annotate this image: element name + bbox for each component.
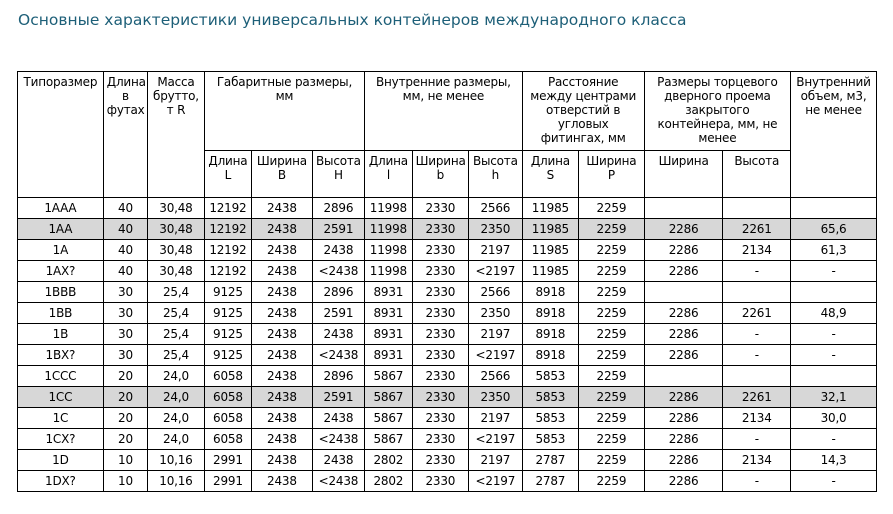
table-cell: 2286 bbox=[644, 471, 723, 492]
table-cell: 2286 bbox=[644, 240, 723, 261]
table-cell: 2350 bbox=[469, 303, 523, 324]
table-cell: 2286 bbox=[644, 345, 723, 366]
table-cell: <2197 bbox=[469, 429, 523, 450]
header-internal-height: Высота h bbox=[469, 151, 523, 198]
table-cell: 2286 bbox=[644, 261, 723, 282]
header-door-height: Высота bbox=[723, 151, 791, 198]
table-cell: 2438 bbox=[252, 387, 313, 408]
table-cell: 2259 bbox=[579, 408, 645, 429]
table-row bbox=[18, 324, 877, 345]
table-cell: 10 bbox=[103, 471, 147, 492]
table-cell: 2259 bbox=[579, 429, 645, 450]
table-cell: 30,48 bbox=[148, 198, 205, 219]
table-cell: 25,4 bbox=[148, 345, 205, 366]
table-cell: 2566 bbox=[469, 198, 523, 219]
table-cell: 2438 bbox=[252, 240, 313, 261]
table-cell: 5867 bbox=[365, 429, 412, 450]
header-overall-height: Высота H bbox=[312, 151, 365, 198]
table-cell: 11985 bbox=[522, 219, 579, 240]
table-cell: 2438 bbox=[252, 261, 313, 282]
table-cell: 10 bbox=[103, 450, 147, 471]
table-cell: 11985 bbox=[522, 261, 579, 282]
table-cell: 2286 bbox=[644, 450, 723, 471]
table-cell: 1AA bbox=[18, 219, 104, 240]
table-row bbox=[18, 366, 877, 387]
table-cell bbox=[791, 282, 877, 303]
table-row bbox=[18, 429, 877, 450]
table-cell: 2330 bbox=[412, 261, 469, 282]
table-cell: 10,16 bbox=[148, 471, 205, 492]
table-cell: 2787 bbox=[522, 450, 579, 471]
table-cell: 2259 bbox=[579, 387, 645, 408]
table-cell: 2286 bbox=[644, 303, 723, 324]
table-cell: 2330 bbox=[412, 303, 469, 324]
table-cell: - bbox=[723, 429, 791, 450]
table-cell: 2330 bbox=[412, 408, 469, 429]
table-cell: 5853 bbox=[522, 429, 579, 450]
table-cell: 2330 bbox=[412, 366, 469, 387]
header-door-opening: Размеры торцевого дверного проема закрытого контейнера, мм, не менее bbox=[644, 72, 790, 151]
table-cell: 2134 bbox=[723, 408, 791, 429]
table-cell: 2259 bbox=[579, 303, 645, 324]
table-cell bbox=[644, 282, 723, 303]
table-body bbox=[18, 198, 877, 492]
table-cell: 1D bbox=[18, 450, 104, 471]
table-row bbox=[18, 282, 877, 303]
table-cell: 8931 bbox=[365, 303, 412, 324]
table-cell: <2197 bbox=[469, 471, 523, 492]
table-cell: 2330 bbox=[412, 324, 469, 345]
table-cell: 2438 bbox=[252, 450, 313, 471]
table-cell: 20 bbox=[103, 429, 147, 450]
table-cell: 2991 bbox=[204, 450, 251, 471]
table-cell: 5853 bbox=[522, 408, 579, 429]
table-cell: 2350 bbox=[469, 387, 523, 408]
table-cell: 2259 bbox=[579, 240, 645, 261]
table-cell: 6058 bbox=[204, 366, 251, 387]
table-cell: 2259 bbox=[579, 324, 645, 345]
table-cell: 40 bbox=[103, 198, 147, 219]
table-cell: 2438 bbox=[312, 240, 365, 261]
header-internal-length: Длина l bbox=[365, 151, 412, 198]
table-cell: 2261 bbox=[723, 387, 791, 408]
table-cell bbox=[791, 198, 877, 219]
table-cell: 2438 bbox=[252, 408, 313, 429]
table-cell: 48,9 bbox=[791, 303, 877, 324]
table-cell: - bbox=[791, 261, 877, 282]
table-cell: - bbox=[723, 345, 791, 366]
table-cell: 2591 bbox=[312, 219, 365, 240]
table-cell: 2286 bbox=[644, 429, 723, 450]
table-cell: 2438 bbox=[252, 324, 313, 345]
table-cell: 1BB bbox=[18, 303, 104, 324]
table-cell: 1CX? bbox=[18, 429, 104, 450]
table-cell: 2438 bbox=[252, 471, 313, 492]
table-cell: 1A bbox=[18, 240, 104, 261]
table-cell: 2259 bbox=[579, 450, 645, 471]
table-cell bbox=[644, 366, 723, 387]
table-cell: 1AAA bbox=[18, 198, 104, 219]
table-cell: 40 bbox=[103, 261, 147, 282]
table-cell: 2991 bbox=[204, 471, 251, 492]
table-row bbox=[18, 219, 877, 240]
table-cell: <2438 bbox=[312, 261, 365, 282]
table-row bbox=[18, 303, 877, 324]
header-fitting-length: Длина S bbox=[522, 151, 579, 198]
table-cell: 40 bbox=[103, 240, 147, 261]
table-cell: 2438 bbox=[252, 198, 313, 219]
table-cell: 2566 bbox=[469, 366, 523, 387]
table-cell: 2261 bbox=[723, 303, 791, 324]
table-cell: 2438 bbox=[252, 303, 313, 324]
table-cell: 5853 bbox=[522, 366, 579, 387]
table-cell: 2286 bbox=[644, 408, 723, 429]
header-fitting-distance: Расстояние между центрами отверстий в угловых фитингах, мм bbox=[522, 72, 644, 151]
table-row bbox=[18, 261, 877, 282]
table-cell: 2330 bbox=[412, 219, 469, 240]
table-cell: 24,0 bbox=[148, 366, 205, 387]
header-volume: Внутренний объем, м3, не менее bbox=[791, 72, 877, 198]
table-cell: 8918 bbox=[522, 324, 579, 345]
table-cell: 30 bbox=[103, 324, 147, 345]
table-cell: 1BX? bbox=[18, 345, 104, 366]
table-row bbox=[18, 345, 877, 366]
table-cell: 25,4 bbox=[148, 282, 205, 303]
table-cell: 2787 bbox=[522, 471, 579, 492]
table-cell: 9125 bbox=[204, 303, 251, 324]
table-cell: 11998 bbox=[365, 261, 412, 282]
table-cell: 10,16 bbox=[148, 450, 205, 471]
table-cell: 2259 bbox=[579, 198, 645, 219]
table-cell: 2259 bbox=[579, 219, 645, 240]
header-type: Типоразмер bbox=[18, 72, 104, 198]
table-cell: 61,3 bbox=[791, 240, 877, 261]
table-cell: 40 bbox=[103, 219, 147, 240]
table-row bbox=[18, 408, 877, 429]
table-cell: 30 bbox=[103, 345, 147, 366]
table-cell bbox=[644, 198, 723, 219]
header-door-width: Ширина bbox=[644, 151, 723, 198]
table-cell bbox=[723, 198, 791, 219]
table-cell: 9125 bbox=[204, 345, 251, 366]
header-internal-width: Ширина b bbox=[412, 151, 469, 198]
header-fitting-width: Ширина P bbox=[579, 151, 645, 198]
table-row bbox=[18, 387, 877, 408]
table-cell: 2330 bbox=[412, 282, 469, 303]
table-cell: 2591 bbox=[312, 303, 365, 324]
table-cell: 32,1 bbox=[791, 387, 877, 408]
table-cell: 24,0 bbox=[148, 387, 205, 408]
table-cell: 2896 bbox=[312, 366, 365, 387]
table-cell: <2197 bbox=[469, 261, 523, 282]
table-cell: 2591 bbox=[312, 387, 365, 408]
table-cell: 9125 bbox=[204, 324, 251, 345]
table-cell: 11998 bbox=[365, 240, 412, 261]
table-cell: 2438 bbox=[312, 450, 365, 471]
table-cell: 2259 bbox=[579, 345, 645, 366]
table-cell: 8918 bbox=[522, 303, 579, 324]
table-cell: 2330 bbox=[412, 450, 469, 471]
header-overall-width: Ширина B bbox=[252, 151, 313, 198]
table-cell: 2438 bbox=[252, 345, 313, 366]
table-cell: 30 bbox=[103, 303, 147, 324]
table-cell: 20 bbox=[103, 366, 147, 387]
table-cell bbox=[723, 282, 791, 303]
table-cell: 2438 bbox=[252, 282, 313, 303]
table-cell: 5867 bbox=[365, 387, 412, 408]
table-cell: 1DX? bbox=[18, 471, 104, 492]
table-cell: <2438 bbox=[312, 471, 365, 492]
table-cell: 2330 bbox=[412, 345, 469, 366]
table-cell: 8931 bbox=[365, 324, 412, 345]
header-gross-mass: Масса брутто, т R bbox=[148, 72, 205, 198]
table-cell: 5867 bbox=[365, 408, 412, 429]
table-cell: 11985 bbox=[522, 198, 579, 219]
header-internal-dimensions: Внутренние размеры, мм, не менее bbox=[365, 72, 522, 151]
page-title: Основные характеристики универсальных контейнеров международного класса bbox=[18, 11, 687, 29]
table-cell: 11998 bbox=[365, 219, 412, 240]
table-cell: 2197 bbox=[469, 450, 523, 471]
table-cell: 2197 bbox=[469, 408, 523, 429]
table-cell: 1B bbox=[18, 324, 104, 345]
table-cell: 2286 bbox=[644, 219, 723, 240]
table-cell: 2566 bbox=[469, 282, 523, 303]
table-cell: 2134 bbox=[723, 240, 791, 261]
table-cell: - bbox=[723, 261, 791, 282]
table-cell: 2134 bbox=[723, 450, 791, 471]
table-cell: 2438 bbox=[312, 408, 365, 429]
table-cell: 8918 bbox=[522, 282, 579, 303]
table-cell: 2438 bbox=[252, 366, 313, 387]
table-cell: 2330 bbox=[412, 240, 469, 261]
table-cell: 8918 bbox=[522, 345, 579, 366]
table-cell: 2259 bbox=[579, 366, 645, 387]
table-cell: 30,48 bbox=[148, 240, 205, 261]
table-cell: 2896 bbox=[312, 282, 365, 303]
table-cell: <2438 bbox=[312, 345, 365, 366]
table-cell: 1AX? bbox=[18, 261, 104, 282]
table-cell: 6058 bbox=[204, 408, 251, 429]
table-cell: 2197 bbox=[469, 240, 523, 261]
table-cell: 2896 bbox=[312, 198, 365, 219]
table-cell: 2802 bbox=[365, 471, 412, 492]
table-cell: 2259 bbox=[579, 261, 645, 282]
table-cell: 2802 bbox=[365, 450, 412, 471]
table-cell: 2438 bbox=[312, 324, 365, 345]
table-cell: 24,0 bbox=[148, 429, 205, 450]
table-cell: 5853 bbox=[522, 387, 579, 408]
table-cell: 24,0 bbox=[148, 408, 205, 429]
table-cell: 12192 bbox=[204, 198, 251, 219]
table-cell: - bbox=[723, 471, 791, 492]
table-cell: 2259 bbox=[579, 282, 645, 303]
table-cell: 30,48 bbox=[148, 219, 205, 240]
table-cell: 2259 bbox=[579, 471, 645, 492]
table-cell: 2350 bbox=[469, 219, 523, 240]
table-row bbox=[18, 198, 877, 219]
table-cell: - bbox=[791, 345, 877, 366]
table-cell: 2330 bbox=[412, 471, 469, 492]
header-length-ft: Длина в футах bbox=[103, 72, 147, 198]
table-cell: 8931 bbox=[365, 282, 412, 303]
table-cell: <2197 bbox=[469, 345, 523, 366]
table-cell: 12192 bbox=[204, 240, 251, 261]
table-cell: - bbox=[791, 324, 877, 345]
table-cell: 2330 bbox=[412, 387, 469, 408]
table-cell: 5867 bbox=[365, 366, 412, 387]
header-overall-dimensions: Габаритные размеры, мм bbox=[204, 72, 364, 151]
table-row bbox=[18, 240, 877, 261]
table-cell: 12192 bbox=[204, 261, 251, 282]
table-cell: 30,0 bbox=[791, 408, 877, 429]
table-cell: 2438 bbox=[252, 429, 313, 450]
table-cell: 9125 bbox=[204, 282, 251, 303]
table-cell: 30 bbox=[103, 282, 147, 303]
table-cell: <2438 bbox=[312, 429, 365, 450]
table-cell: - bbox=[723, 324, 791, 345]
table-cell: 2197 bbox=[469, 324, 523, 345]
table-row bbox=[18, 471, 877, 492]
table-row bbox=[18, 450, 877, 471]
table-cell: 1BBB bbox=[18, 282, 104, 303]
table-cell: 2286 bbox=[644, 387, 723, 408]
table-cell: - bbox=[791, 471, 877, 492]
table-cell: 1C bbox=[18, 408, 104, 429]
table-cell: 1CCC bbox=[18, 366, 104, 387]
table-cell bbox=[723, 366, 791, 387]
header-overall-length: Длина L bbox=[204, 151, 251, 198]
table-cell: 25,4 bbox=[148, 324, 205, 345]
table-cell: 25,4 bbox=[148, 303, 205, 324]
table-cell: 30,48 bbox=[148, 261, 205, 282]
table-cell: 20 bbox=[103, 408, 147, 429]
table-cell: 20 bbox=[103, 387, 147, 408]
table-cell bbox=[791, 366, 877, 387]
table-cell: 2330 bbox=[412, 198, 469, 219]
table-cell: 8931 bbox=[365, 345, 412, 366]
table-cell: 65,6 bbox=[791, 219, 877, 240]
table-cell: 1CC bbox=[18, 387, 104, 408]
table-cell: 2261 bbox=[723, 219, 791, 240]
table-cell: - bbox=[791, 429, 877, 450]
table-cell: 11998 bbox=[365, 198, 412, 219]
container-specs-table bbox=[17, 71, 877, 492]
table-cell: 6058 bbox=[204, 429, 251, 450]
table-cell: 2330 bbox=[412, 429, 469, 450]
table-cell: 2286 bbox=[644, 324, 723, 345]
table-cell: 12192 bbox=[204, 219, 251, 240]
table-cell: 2438 bbox=[252, 219, 313, 240]
table-cell: 6058 bbox=[204, 387, 251, 408]
table-cell: 11985 bbox=[522, 240, 579, 261]
table-cell: 14,3 bbox=[791, 450, 877, 471]
